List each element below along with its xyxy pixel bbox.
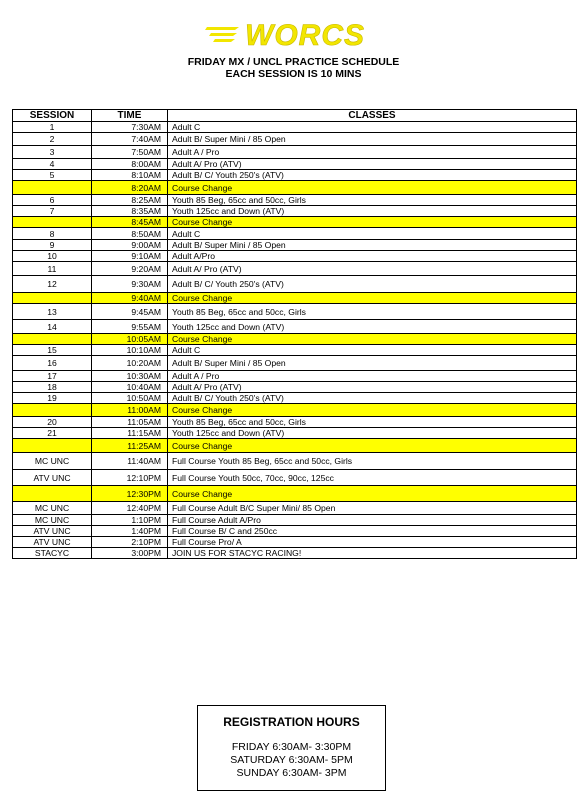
schedule-row — [13, 122, 577, 133]
session-cell: 13 — [13, 304, 92, 320]
classes-cell: Full Course Pro/ A — [168, 537, 577, 548]
session-cell: 8 — [13, 228, 92, 240]
schedule-row — [13, 159, 577, 170]
time-cell: 9:20AM — [92, 262, 168, 276]
schedule-table — [12, 109, 577, 559]
time-cell: 12:10PM — [92, 470, 168, 486]
session-cell: 6 — [13, 195, 92, 206]
session-cell: 2 — [13, 133, 92, 146]
time-cell: 8:10AM — [92, 170, 168, 181]
session-cell: STACYC — [13, 548, 92, 559]
schedule-row — [13, 206, 577, 217]
classes-cell: Adult B/ C/ Youth 250's (ATV) — [168, 170, 577, 181]
session-cell: 5 — [13, 170, 92, 181]
logo-speed-stripes — [205, 27, 239, 42]
time-cell: 11:00AM — [92, 404, 168, 417]
session-cell: 16 — [13, 356, 92, 371]
time-cell: 1:40PM — [92, 526, 168, 537]
session-cell: 4 — [13, 159, 92, 170]
classes-cell: Adult A / Pro — [168, 371, 577, 382]
time-cell: 9:30AM — [92, 276, 168, 293]
session-cell: 7 — [13, 206, 92, 217]
session-cell: 17 — [13, 371, 92, 382]
schedule-row — [13, 320, 577, 334]
classes-cell: Adult B/ Super Mini / 85 Open — [168, 356, 577, 371]
time-cell: 11:25AM — [92, 439, 168, 453]
schedule-row — [13, 382, 577, 393]
course-change-row — [13, 293, 577, 304]
time-cell: 7:30AM — [92, 122, 168, 133]
course-change-row — [13, 404, 577, 417]
time-cell: 10:30AM — [92, 371, 168, 382]
classes-cell: Youth 85 Beg, 65cc and 50cc, Girls — [168, 195, 577, 206]
time-cell: 2:10PM — [92, 537, 168, 548]
schedule-row — [13, 428, 577, 439]
classes-cell: Full Course Adult A/Pro — [168, 515, 577, 526]
classes-cell: Adult C — [168, 122, 577, 133]
classes-cell: Course Change — [168, 293, 577, 304]
session-cell: ATV UNC — [13, 526, 92, 537]
column-header-session: SESSION — [13, 110, 92, 122]
time-cell: 8:00AM — [92, 159, 168, 170]
session-cell — [13, 293, 92, 304]
schedule-row — [13, 548, 577, 559]
session-cell — [13, 334, 92, 345]
classes-cell: JOIN US FOR STACYC RACING! — [168, 548, 577, 559]
schedule-row — [13, 453, 577, 470]
time-cell: 7:50AM — [92, 146, 168, 159]
session-cell: 11 — [13, 262, 92, 276]
schedule-row — [13, 146, 577, 159]
course-change-row — [13, 439, 577, 453]
registration-sunday: SUNDAY 6:30AM- 3PM — [236, 767, 347, 779]
schedule-row — [13, 537, 577, 548]
classes-cell: Youth 125cc and Down (ATV) — [168, 320, 577, 334]
classes-cell: Adult B/ Super Mini / 85 Open — [168, 133, 577, 146]
time-cell: 8:50AM — [92, 228, 168, 240]
classes-cell: Adult C — [168, 228, 577, 240]
registration-friday: FRIDAY 6:30AM- 3:30PM — [231, 741, 352, 753]
session-cell: ATV UNC — [13, 470, 92, 486]
schedule-row — [13, 195, 577, 206]
time-cell: 12:40PM — [92, 502, 168, 515]
schedule-row — [13, 393, 577, 404]
schedule-subtitle: EACH SESSION IS 10 MINS — [225, 68, 362, 80]
classes-cell: Youth 85 Beg, 65cc and 50cc, Girls — [168, 417, 577, 428]
classes-cell: Youth 125cc and Down (ATV) — [168, 428, 577, 439]
column-header-time: TIME — [92, 110, 168, 122]
classes-cell: Adult A/Pro — [168, 251, 577, 262]
session-cell: MC UNC — [13, 515, 92, 526]
schedule-row — [13, 133, 577, 146]
course-change-row — [13, 486, 577, 502]
session-cell: ATV UNC — [13, 537, 92, 548]
classes-cell: Adult B/ C/ Youth 250's (ATV) — [168, 393, 577, 404]
session-cell: 20 — [13, 417, 92, 428]
session-cell: MC UNC — [13, 453, 92, 470]
worcs-logo — [205, 17, 375, 51]
session-cell: MC UNC — [13, 502, 92, 515]
classes-cell: Full Course Youth 85 Beg, 65cc and 50cc, Girls — [168, 453, 577, 470]
session-cell — [13, 217, 92, 228]
classes-cell: Youth 85 Beg, 65cc and 50cc, Girls — [168, 304, 577, 320]
session-cell: 9 — [13, 240, 92, 251]
session-cell: 12 — [13, 276, 92, 293]
session-cell: 1 — [13, 122, 92, 133]
time-cell: 9:00AM — [92, 240, 168, 251]
logo-text: WORCS — [245, 19, 365, 51]
column-header-classes: CLASSES — [168, 110, 577, 122]
session-cell: 21 — [13, 428, 92, 439]
session-cell — [13, 181, 92, 195]
classes-cell: Course Change — [168, 439, 577, 453]
session-cell: 10 — [13, 251, 92, 262]
schedule-row — [13, 371, 577, 382]
classes-cell: Youth 125cc and Down (ATV) — [168, 206, 577, 217]
time-cell: 11:40AM — [92, 453, 168, 470]
time-cell: 10:10AM — [92, 345, 168, 356]
classes-cell: Adult A/ Pro (ATV) — [168, 159, 577, 170]
classes-cell: Adult C — [168, 345, 577, 356]
schedule-row — [13, 502, 577, 515]
schedule-row — [13, 345, 577, 356]
time-cell: 1:10PM — [92, 515, 168, 526]
schedule-row — [13, 276, 577, 293]
classes-cell: Adult A / Pro — [168, 146, 577, 159]
schedule-row — [13, 170, 577, 181]
table-header-row — [13, 110, 577, 122]
course-change-row — [13, 181, 577, 195]
time-cell: 9:45AM — [92, 304, 168, 320]
time-cell: 8:45AM — [92, 217, 168, 228]
time-cell: 9:55AM — [92, 320, 168, 334]
time-cell: 10:05AM — [92, 334, 168, 345]
schedule-row — [13, 262, 577, 276]
session-cell: 19 — [13, 393, 92, 404]
classes-cell: Adult A/ Pro (ATV) — [168, 382, 577, 393]
time-cell: 11:15AM — [92, 428, 168, 439]
session-cell — [13, 404, 92, 417]
session-cell: 18 — [13, 382, 92, 393]
classes-cell: Full Course Adult B/C Super Mini/ 85 Open — [168, 502, 577, 515]
schedule-row — [13, 470, 577, 486]
registration-saturday: SATURDAY 6:30AM- 5PM — [230, 754, 353, 766]
classes-cell: Course Change — [168, 404, 577, 417]
session-cell — [13, 486, 92, 502]
time-cell: 10:20AM — [92, 356, 168, 371]
classes-cell: Full Course Youth 50cc, 70cc, 90cc, 125cc — [168, 470, 577, 486]
session-cell: 3 — [13, 146, 92, 159]
classes-cell: Course Change — [168, 181, 577, 195]
schedule-row — [13, 240, 577, 251]
classes-cell: Course Change — [168, 334, 577, 345]
schedule-row — [13, 515, 577, 526]
time-cell: 8:35AM — [92, 206, 168, 217]
time-cell: 12:30PM — [92, 486, 168, 502]
time-cell: 10:40AM — [92, 382, 168, 393]
time-cell: 10:50AM — [92, 393, 168, 404]
classes-cell: Course Change — [168, 486, 577, 502]
registration-title: REGISTRATION HOURS — [223, 715, 360, 729]
schedule-title: FRIDAY MX / UNCL PRACTICE SCHEDULE — [187, 56, 400, 68]
schedule-row — [13, 356, 577, 371]
schedule-row — [13, 526, 577, 537]
time-cell: 11:05AM — [92, 417, 168, 428]
session-cell: 15 — [13, 345, 92, 356]
classes-cell: Adult A/ Pro (ATV) — [168, 262, 577, 276]
classes-cell: Course Change — [168, 217, 577, 228]
time-cell: 7:40AM — [92, 133, 168, 146]
time-cell: 3:00PM — [92, 548, 168, 559]
registration-hours-box — [197, 705, 386, 791]
time-cell: 8:20AM — [92, 181, 168, 195]
time-cell: 9:10AM — [92, 251, 168, 262]
time-cell: 9:40AM — [92, 293, 168, 304]
schedule-row — [13, 417, 577, 428]
schedule-row — [13, 228, 577, 240]
schedule-row — [13, 251, 577, 262]
classes-cell: Full Course B/ C and 250cc — [168, 526, 577, 537]
classes-cell: Adult B/ C/ Youth 250's (ATV) — [168, 276, 577, 293]
schedule-row — [13, 304, 577, 320]
course-change-row — [13, 217, 577, 228]
time-cell: 8:25AM — [92, 195, 168, 206]
course-change-row — [13, 334, 577, 345]
session-cell — [13, 439, 92, 453]
classes-cell: Adult B/ Super Mini / 85 Open — [168, 240, 577, 251]
session-cell: 14 — [13, 320, 92, 334]
